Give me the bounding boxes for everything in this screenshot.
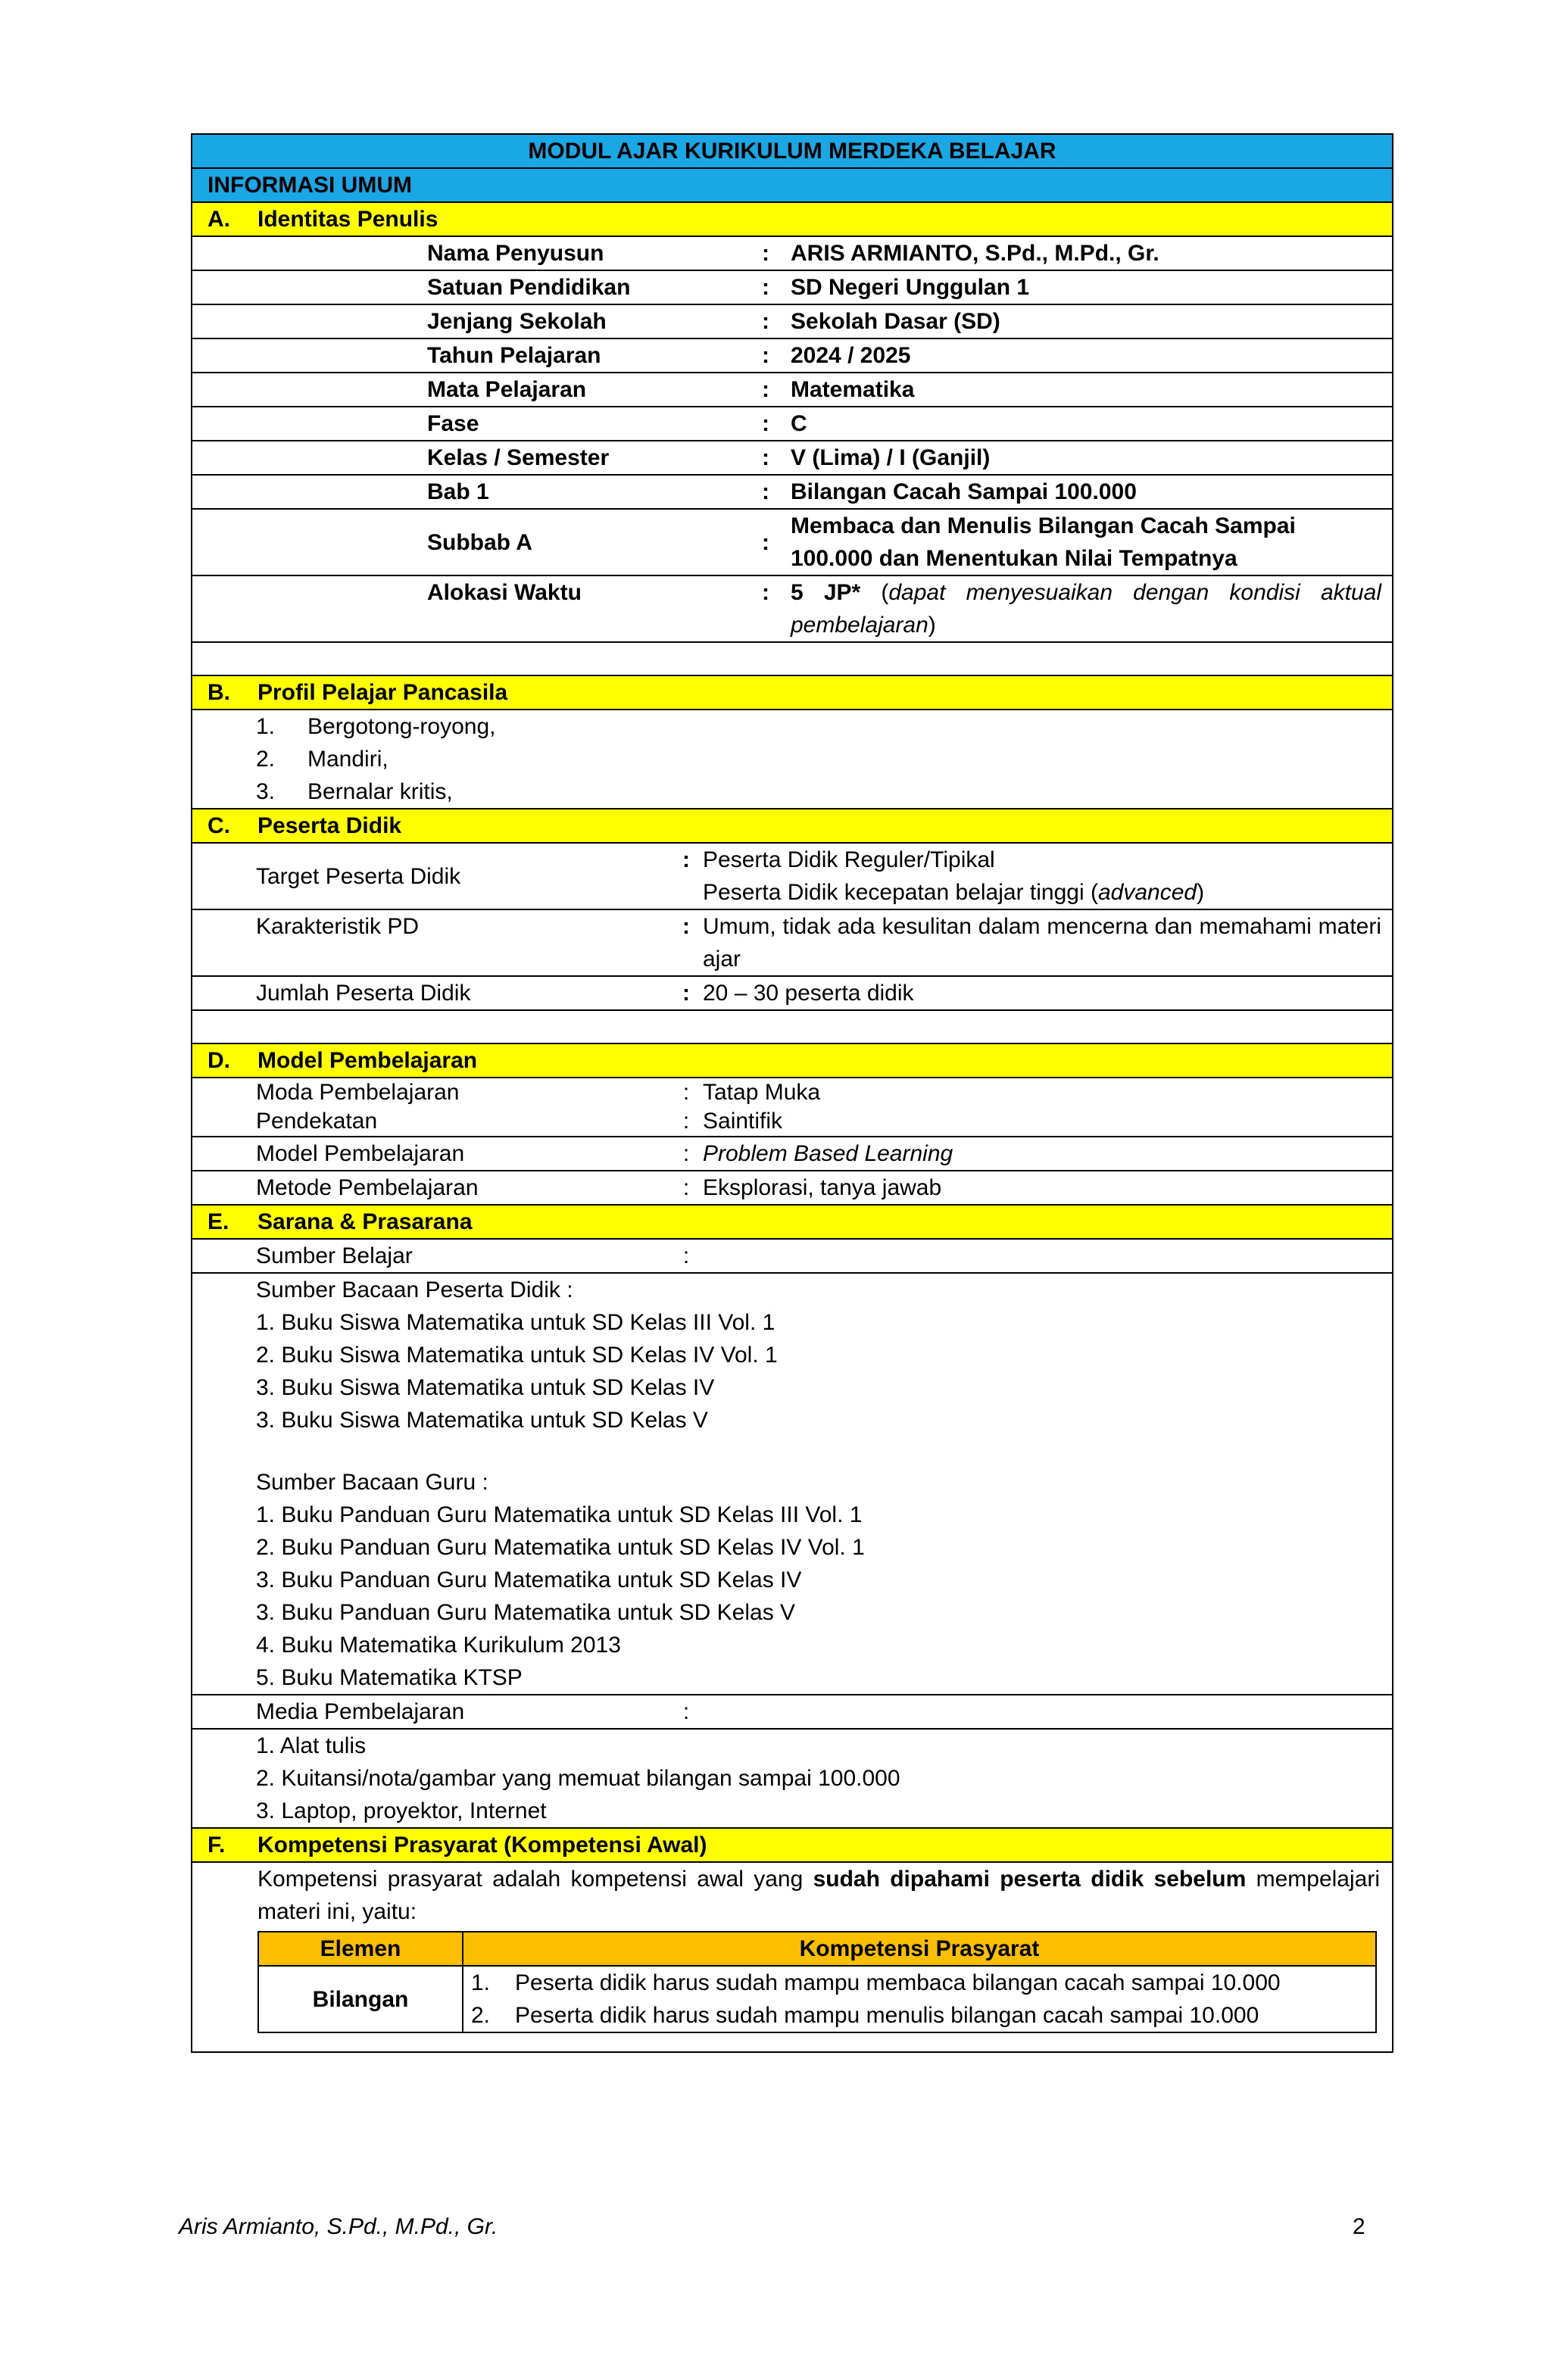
identitas-row: [192, 510, 1392, 576]
model-value: Saintifik: [703, 1109, 783, 1134]
target-line-2a: Peserta Didik kecepatan belajar tinggi (: [703, 880, 1098, 905]
identitas-value: Matematika: [791, 377, 915, 402]
media-list: [192, 1730, 900, 1827]
section-letter: F.: [208, 1833, 226, 1858]
target-peserta-colon: :: [682, 847, 690, 872]
media-pembelajaran-colon: :: [682, 1699, 690, 1724]
media-list-row: [192, 1730, 1392, 1829]
identitas-label: Kelas / Semester: [427, 445, 610, 470]
identitas-label: Fase: [427, 411, 479, 436]
model-colon: :: [682, 1175, 690, 1200]
section-e-header: [192, 1206, 1392, 1240]
jumlah-peserta-colon: :: [682, 981, 690, 1006]
list-gap: [256, 1436, 865, 1466]
target-line-1: Peserta Didik Reguler/Tipikal: [703, 847, 995, 872]
karakteristik-colon: :: [682, 914, 690, 939]
identitas-row: [192, 441, 1392, 476]
sumber-belajar-label: Sumber Belajar: [256, 1243, 413, 1268]
col-header-kompetensi: Kompetensi Prasyarat: [463, 1932, 1376, 1966]
spacer-row: [192, 1011, 1392, 1044]
bacaan-guru-title: Sumber Bacaan Guru :: [256, 1470, 488, 1495]
table-header-row: [258, 1932, 1376, 1966]
identitas-label: Satuan Pendidikan: [427, 275, 631, 300]
identitas-label: Tahun Pelajaran: [427, 343, 601, 368]
profil-list: [192, 710, 1392, 809]
bacaan-pd-title: Sumber Bacaan Peserta Didik :: [256, 1277, 573, 1302]
spacer-row: [192, 643, 1392, 676]
section-title: Kompetensi Prasyarat (Kompetensi Awal): [257, 1833, 707, 1858]
identitas-colon: :: [762, 343, 769, 368]
sumber-belajar-colon: :: [682, 1243, 690, 1268]
list-item: 3. Buku Siswa Matematika untuk SD Kelas V: [256, 1408, 708, 1433]
section-d-header: [192, 1044, 1392, 1078]
section-a-header: [192, 203, 1392, 237]
list-number: 2.: [471, 2003, 491, 2028]
media-pembelajaran-label: Media Pembelajaran: [256, 1699, 465, 1724]
model-value: Eksplorasi, tanya jawab: [703, 1175, 942, 1200]
identitas-colon: :: [762, 241, 769, 266]
list-item: 2. Buku Siswa Matematika untuk SD Kelas IV Vol. 1: [256, 1343, 778, 1368]
list-item: 3. Buku Siswa Matematika untuk SD Kelas IV: [256, 1375, 715, 1400]
list-item: [256, 775, 496, 808]
model-colon: :: [682, 1141, 690, 1166]
identitas-row: [192, 305, 1392, 339]
model-row: [192, 1137, 1392, 1171]
section-c-header: [192, 809, 1392, 844]
identitas-row: [192, 339, 1392, 373]
karakteristik-label: Karakteristik PD: [256, 914, 420, 939]
jumlah-peserta-row: [192, 977, 1392, 1011]
list-item: 4. Buku Matematika Kurikulum 2013: [256, 1633, 621, 1658]
section-f-header: [192, 1829, 1392, 1863]
kompetensi-cell: [463, 1966, 1376, 2032]
identitas-value: V (Lima) / I (Ganjil): [791, 445, 991, 470]
footer-page-number: 2: [1353, 2214, 1365, 2239]
kompetensi-prasyarat-table: [257, 1931, 1377, 2033]
list-item: [256, 743, 496, 775]
identitas-label: Mata Pelajaran: [427, 377, 587, 402]
kompetensi-intro: [192, 1863, 1392, 1928]
alokasi-close: ): [928, 613, 936, 638]
list-item: 1. Buku Panduan Guru Matematika untuk SD Kelas III Vol. 1: [256, 1502, 863, 1527]
identitas-value: Bilangan Cacah Sampai 100.000: [791, 479, 1137, 504]
list-item: [463, 1967, 1375, 1999]
list-item: 3. Buku Panduan Guru Matematika untuk SD Kelas V: [256, 1600, 796, 1625]
alokasi-value: [791, 576, 1392, 641]
identitas-value: C: [791, 411, 807, 436]
identitas-colon: :: [762, 309, 769, 334]
target-peserta-row: [192, 844, 1392, 910]
section-title: Identitas Penulis: [257, 207, 438, 232]
list-text: Bergotong-royong,: [307, 714, 496, 739]
list-number: 1.: [471, 1970, 491, 1995]
list-item: 1. Buku Siswa Matematika untuk SD Kelas III Vol. 1: [256, 1310, 776, 1335]
identitas-label: Nama Penyusun: [427, 241, 604, 266]
list-text: Peserta didik harus sudah mampu menulis bilangan cacah sampai 10.000: [515, 2003, 1259, 2028]
kompetensi-block: [192, 1863, 1392, 2051]
intro-text-b: mempelajari materi ini, yaitu:: [257, 1867, 1380, 1924]
identitas-row: [192, 407, 1392, 441]
identitas-value: Membaca dan Menulis Bilangan Cacah Sampai 100.000 dan Menentukan Nilai Tempatnya: [791, 513, 1296, 571]
identitas-colon: :: [762, 580, 769, 605]
identitas-value: SD Negeri Unggulan 1: [791, 275, 1030, 300]
alokasi-row: [192, 576, 1392, 643]
model-label: Pendekatan: [256, 1109, 378, 1134]
model-line: [192, 1107, 1392, 1136]
identitas-value: Sekolah Dasar (SD): [791, 309, 1000, 334]
identitas-colon: :: [762, 479, 769, 504]
identitas-row: [192, 373, 1392, 407]
document-title-row: [192, 135, 1392, 169]
section-title: Peserta Didik: [257, 813, 402, 838]
identitas-label: Bab 1: [427, 479, 489, 504]
list-number: 1.: [256, 714, 276, 739]
identitas-row: [192, 271, 1392, 305]
elemen-cell: Bilangan: [258, 1966, 463, 2032]
target-peserta-value: [703, 844, 1392, 909]
informasi-umum-row: [192, 169, 1392, 203]
section-letter: D.: [208, 1048, 230, 1073]
list-number: 2.: [256, 747, 276, 772]
section-letter: B.: [208, 680, 230, 705]
identitas-colon: :: [762, 275, 769, 300]
sumber-bacaan-list: [192, 1274, 865, 1694]
model-value: Tatap Muka: [703, 1080, 821, 1105]
identitas-label: Jenjang Sekolah: [427, 309, 607, 334]
identitas-colon: :: [762, 445, 769, 470]
identitas-value: 2024 / 2025: [791, 343, 911, 368]
identitas-colon: :: [762, 529, 769, 555]
target-line-2-italic: advanced: [1097, 880, 1197, 905]
section-title: Model Pembelajaran: [257, 1048, 478, 1073]
list-item: 3. Buku Panduan Guru Matematika untuk SD Kelas IV: [256, 1567, 802, 1592]
moda-pendekatan-block: [192, 1078, 1392, 1136]
identitas-value: ARIS ARMIANTO, S.Pd., M.Pd., Gr.: [791, 241, 1159, 266]
informasi-umum-heading: INFORMASI UMUM: [208, 173, 412, 198]
alokasi-open: (: [860, 580, 889, 605]
section-title: Sarana & Prasarana: [257, 1209, 473, 1234]
identitas-colon: :: [762, 411, 769, 436]
modul-ajar-table: [191, 133, 1393, 2053]
karakteristik-row: [192, 910, 1392, 977]
identitas-colon: :: [762, 377, 769, 402]
section-b-header: [192, 676, 1392, 710]
list-item: 5. Buku Matematika KTSP: [256, 1665, 523, 1690]
alokasi-jp: 5 JP*: [791, 580, 861, 605]
table-row: [258, 1966, 1376, 2032]
sumber-belajar-row: [192, 1240, 1392, 1274]
jumlah-peserta-label: Jumlah Peserta Didik: [256, 981, 471, 1006]
list-item: 2. Buku Panduan Guru Matematika untuk SD Kelas IV Vol. 1: [256, 1535, 865, 1560]
list-item: [256, 710, 496, 743]
section-letter: C.: [208, 813, 230, 838]
model-label: Metode Pembelajaran: [256, 1175, 479, 1200]
section-letter: A.: [208, 207, 230, 232]
section-title: Profil Pelajar Pancasila: [257, 680, 508, 705]
model-row: [192, 1171, 1392, 1206]
model-value: Problem Based Learning: [703, 1141, 953, 1166]
list-item: 2. Kuitansi/nota/gambar yang memuat bilangan sampai 100.000: [256, 1766, 900, 1791]
list-item: [463, 1999, 1375, 2032]
section-letter: E.: [208, 1209, 229, 1234]
document-title: MODUL AJAR KURIKULUM MERDEKA BELAJAR: [528, 139, 1056, 164]
karakteristik-value: Umum, tidak ada kesulitan dalam mencerna dan memahami materi ajar: [703, 914, 1381, 972]
sumber-bacaan-row: [192, 1274, 1392, 1695]
model-label: Moda Pembelajaran: [256, 1080, 460, 1105]
target-line-2b: ): [1197, 880, 1205, 905]
target-peserta-label: Target Peserta Didik: [256, 863, 461, 889]
list-item: 1. Alat tulis: [256, 1733, 367, 1758]
list-item: 3. Laptop, proyektor, Internet: [256, 1798, 547, 1823]
alokasi-note: dapat menyesuaikan dengan kondisi aktual pembelajaran: [791, 580, 1381, 638]
jumlah-peserta-value: 20 – 30 peserta didik: [703, 981, 914, 1006]
intro-text-bold: sudah dipahami peserta didik sebelum: [813, 1867, 1247, 1892]
footer-author: Aris Armianto, S.Pd., M.Pd., Gr.: [179, 2214, 498, 2239]
identitas-row: [192, 237, 1392, 271]
media-pembelajaran-row: [192, 1695, 1392, 1730]
identitas-label: Subbab A: [427, 529, 532, 555]
model-line: [192, 1078, 1392, 1107]
col-header-elemen: Elemen: [258, 1932, 463, 1966]
list-text: Bernalar kritis,: [307, 779, 453, 804]
identitas-label: Alokasi Waktu: [427, 580, 582, 605]
moda-pendekatan-row: [192, 1078, 1392, 1137]
identitas-row: [192, 476, 1392, 510]
model-colon: :: [682, 1080, 690, 1105]
list-number: 3.: [256, 779, 276, 804]
profil-items: [192, 710, 496, 808]
list-text: Mandiri,: [307, 747, 389, 772]
model-colon: :: [682, 1109, 690, 1134]
intro-text-a: Kompetensi prasyarat adalah kompetensi awal yang: [257, 1867, 813, 1892]
model-label: Model Pembelajaran: [256, 1141, 465, 1166]
list-text: Peserta didik harus sudah mampu membaca bilangan cacah sampai 10.000: [515, 1970, 1281, 1995]
kompetensi-row: [192, 1863, 1392, 2051]
